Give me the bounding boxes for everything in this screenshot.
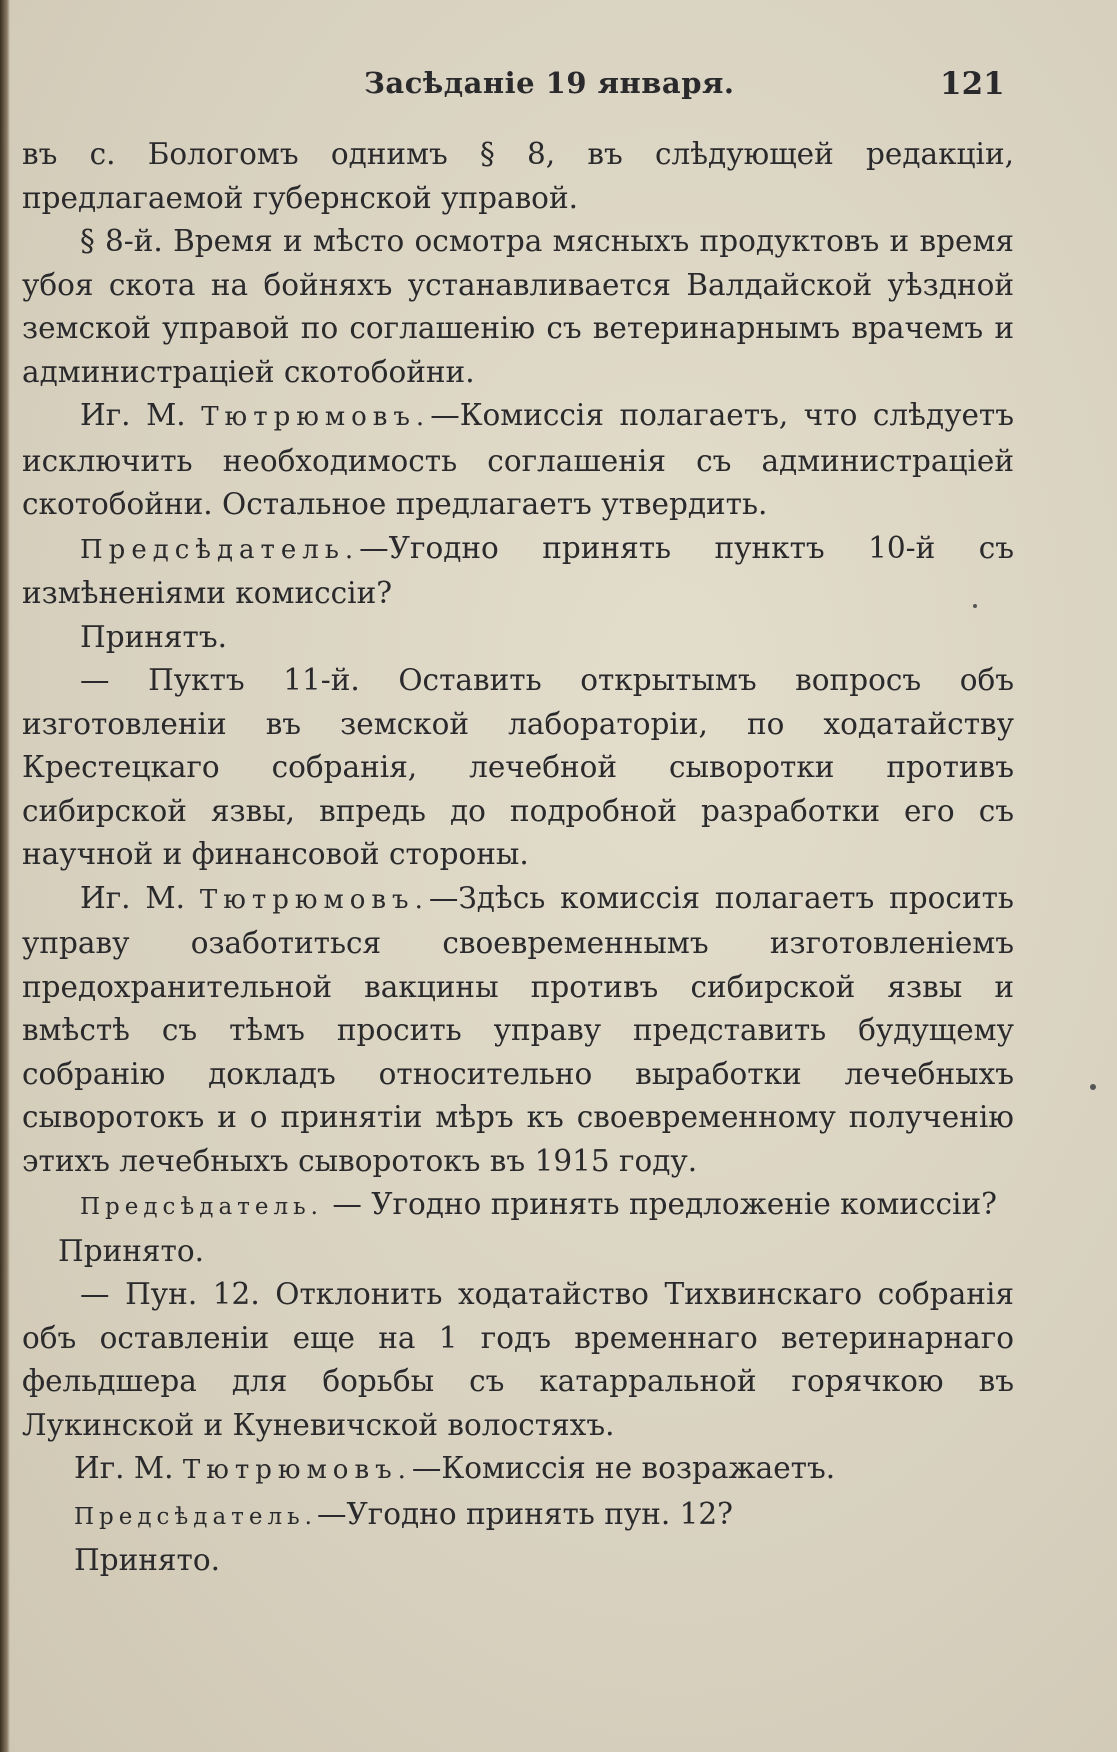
speaker-prefix: Иг. М.: [74, 1451, 174, 1485]
paragraph-text: въ с. Бологомъ однимъ § 8, въ слѣдующей редакціи, предлагаемой губернской управой.: [22, 137, 1014, 215]
page-number: 121: [940, 66, 1005, 102]
paragraph-text: Принято.: [74, 1543, 221, 1577]
paragraph-text: —Комиссія не возражаетъ.: [411, 1451, 836, 1485]
paragraph: [22, 1493, 1014, 1540]
speaker-name: Предсѣдатель.: [74, 1503, 317, 1530]
speaker-prefix: Иг. М.: [80, 880, 186, 915]
paragraph: [22, 1273, 1014, 1447]
ink-speck: [973, 604, 977, 608]
speaker-name: Тютрюмовъ.: [182, 1455, 412, 1485]
paragraph: [22, 1447, 1014, 1493]
paragraph: [22, 394, 1014, 527]
paragraph-text: —Комиссія полагаетъ, что слѣдуетъ исключить необходимость соглашенія съ администраціей скотобойни. Остальное предлагаетъ утвердить.: [22, 398, 1014, 521]
paragraph: [22, 616, 1014, 660]
book-spine-shadow: [0, 0, 10, 1752]
paragraph: [22, 133, 1014, 220]
speaker-name: Тютрюмовъ.: [201, 402, 431, 432]
running-header: [0, 66, 1117, 110]
paragraph: [22, 1230, 1014, 1274]
header-title: Засѣданіе 19 января.: [364, 66, 735, 100]
paragraph: [22, 877, 1014, 1184]
paragraph-text: —Здѣсь комиссія полагаетъ просить управу озаботиться своевременнымъ изготовленіемъ предохранительной вакцины противъ сибирской язвы и вмѣстѣ съ тѣмъ просить управу представить будущему собранію докладъ относительно выработки лечебныхъ сыворотокъ и о принятіи мѣръ къ своевременному полученію этихъ лечебныхъ сыворотокъ въ 1915 году.: [22, 880, 1014, 1178]
ink-speck: [1090, 1084, 1096, 1090]
paragraph: [22, 527, 1014, 616]
paragraph: [22, 220, 1014, 394]
paragraph-text: —Угодно принять пунктъ 10-й съ измѣненіями комиссіи?: [22, 530, 1014, 610]
paragraph-text: — Угодно принять предложеніе комиссіи?: [322, 1187, 997, 1221]
paragraph-text: Принятъ.: [80, 619, 228, 654]
speaker-name: Предсѣдатель.: [80, 534, 360, 565]
speaker-name: Тютрюмовъ.: [199, 884, 429, 915]
paragraph: [22, 1539, 1014, 1583]
paragraph: [22, 659, 1014, 877]
paragraph-text: — Пун. 12. Отклонить ходатайство Тихвинскаго собранія объ оставленіи еще на 1 годъ временнаго ветеринарнаго фельдшера для борьбы съ катарральной горячкою въ Лукинской и Куневичской волостяхъ.: [22, 1277, 1014, 1442]
paragraph-text: § 8-й. Время и мѣсто осмотра мясныхъ продуктовъ и время убоя скота на бойняхъ устанавливается Валдайской уѣздной земской управой по соглашенію съ ветеринарнымъ врачемъ и администраціей скотобойни.: [22, 224, 1014, 389]
paragraph-text: Принято.: [58, 1233, 205, 1268]
document-body: [22, 133, 1014, 1583]
paragraph-text: —Угодно принять пун. 12?: [316, 1496, 733, 1531]
paragraph-text: — Пуктъ 11-й. Оставить открытымъ вопросъ объ изготовленіи въ земской лабораторіи, по ходатайству Крестецкаго собранія, лечебной сыворотки противъ сибирской язвы, впредь до подробной разработки его съ научной и финансовой стороны.: [22, 663, 1014, 871]
paragraph: [22, 1183, 1014, 1230]
speaker-prefix: Иг. М.: [80, 398, 186, 432]
speaker-name: Предсѣдатель.: [80, 1194, 323, 1220]
